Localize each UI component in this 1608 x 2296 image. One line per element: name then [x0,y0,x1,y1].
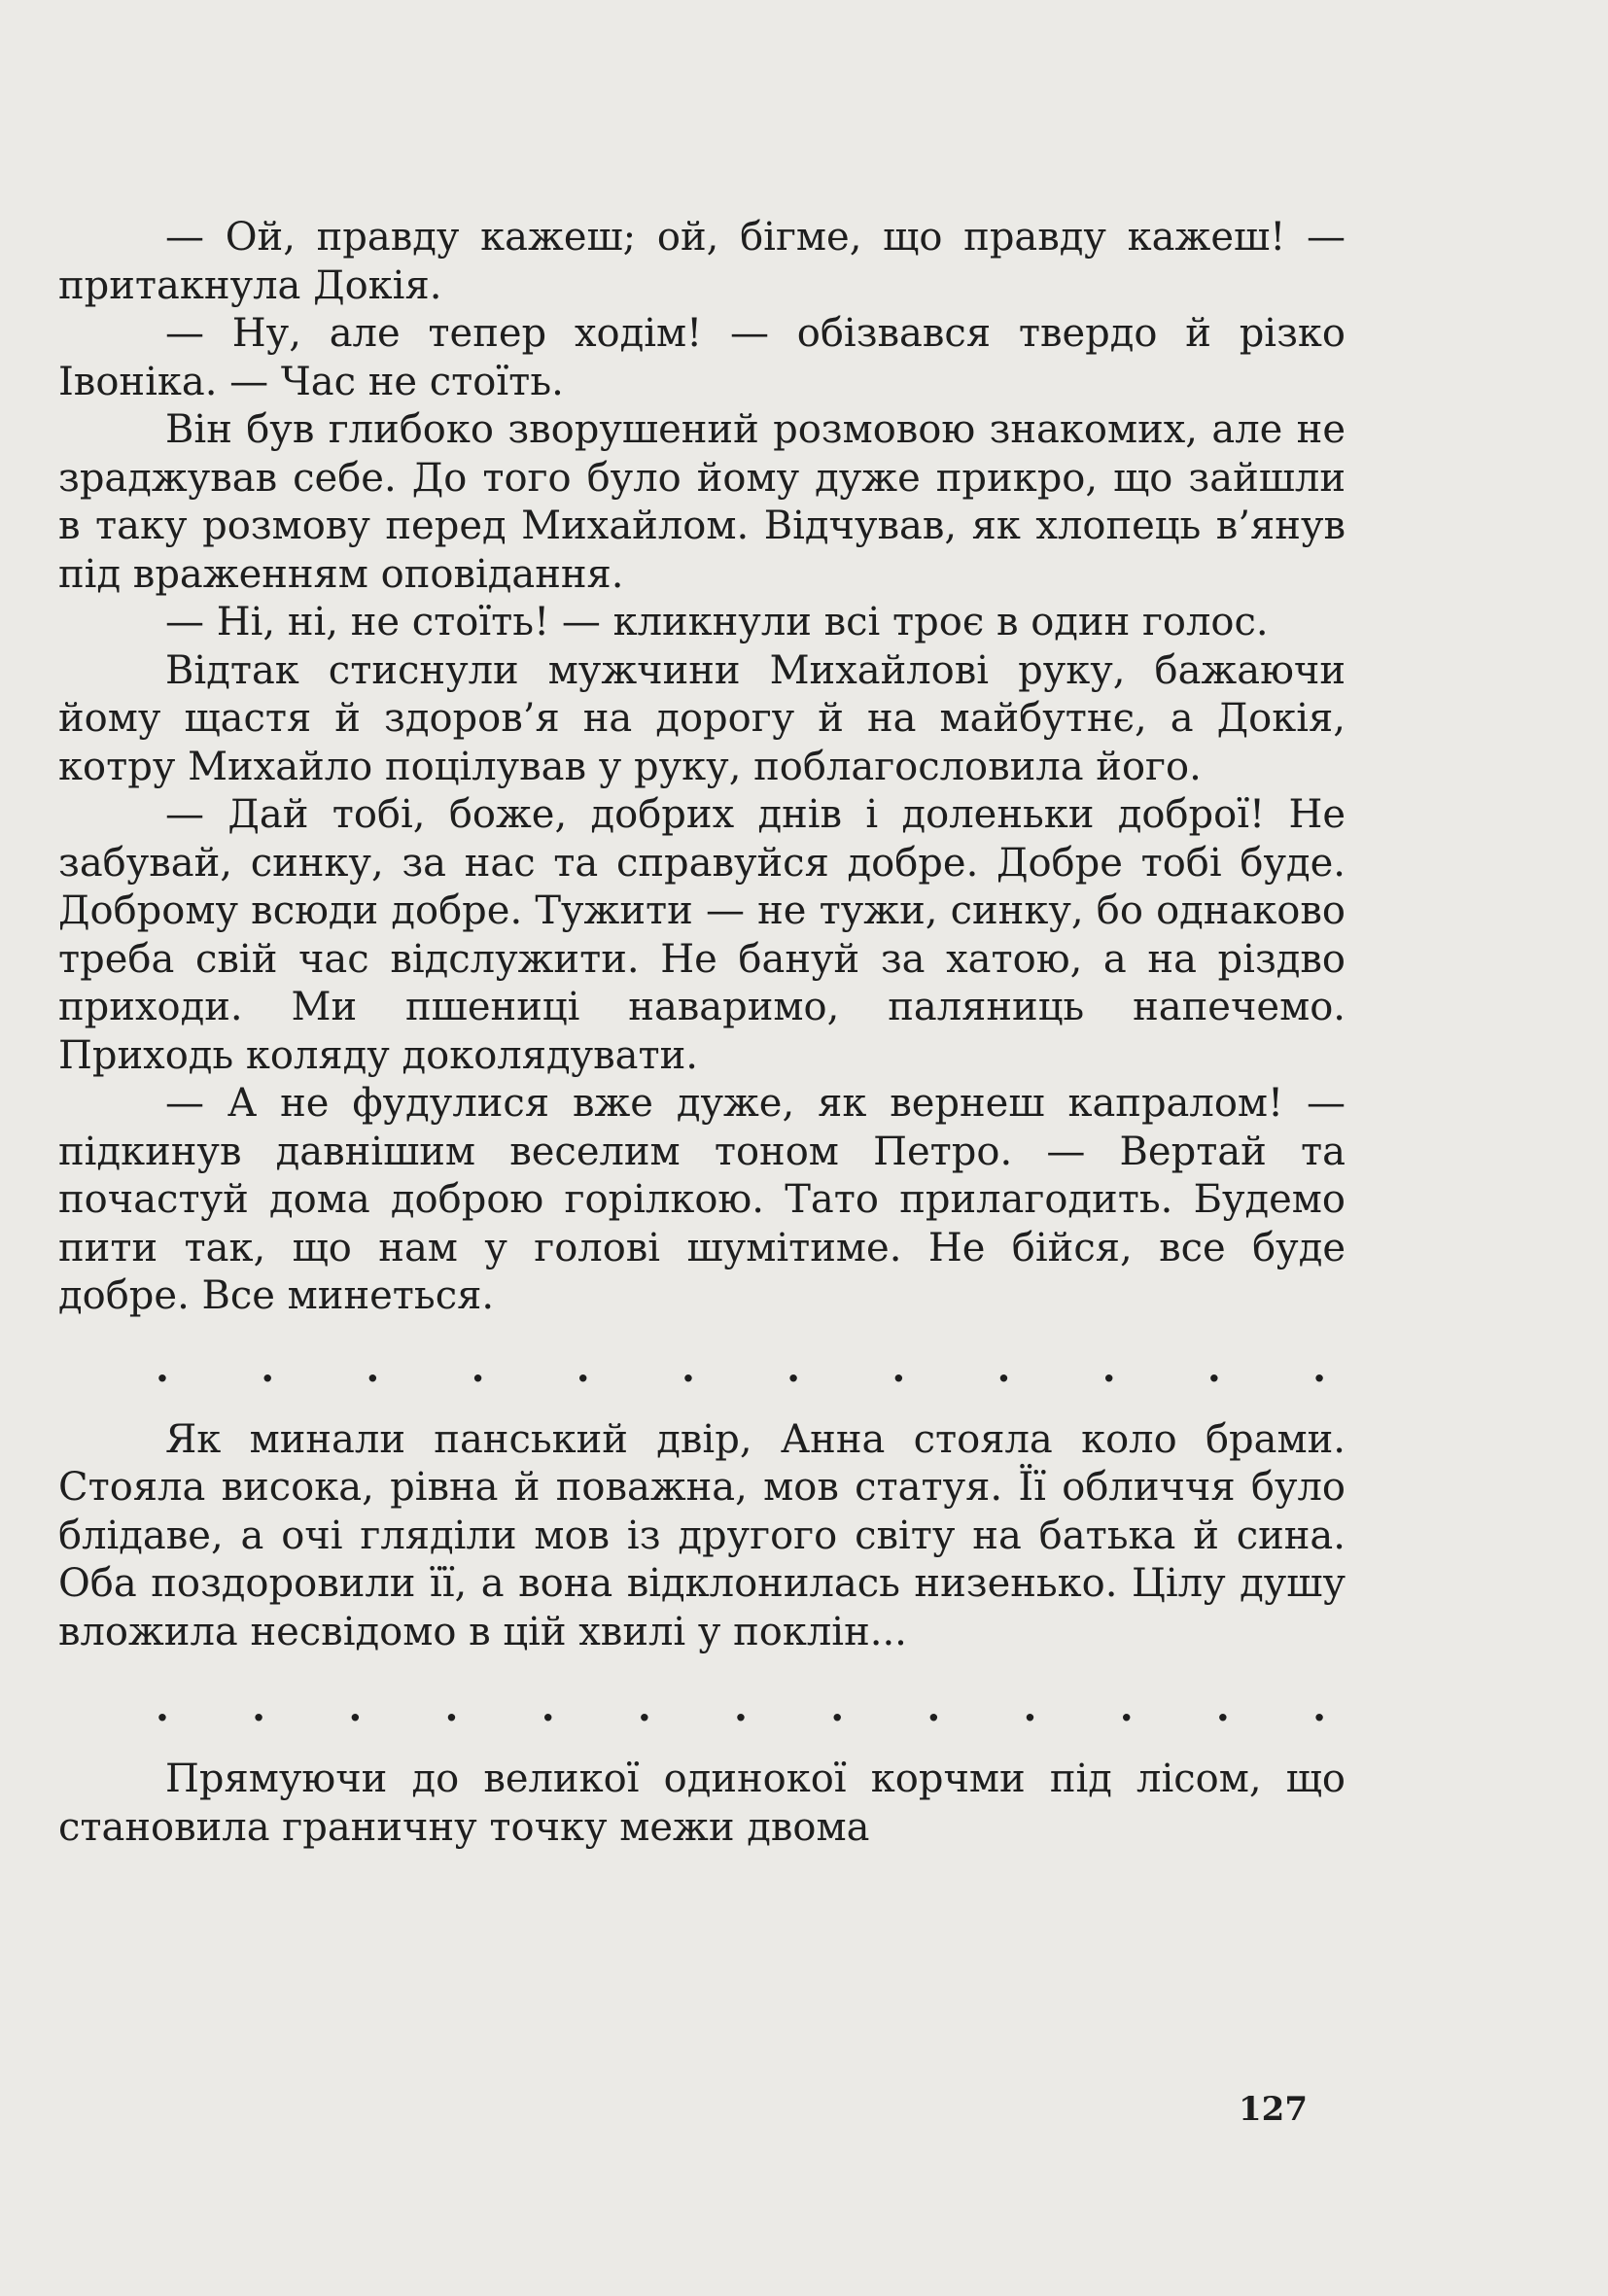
paragraph-ivonika-lets-go: — Ну, але тепер ходім! — обізвався твердо й різко Івоніка. — Час не стоїть. [58,311,1346,404]
separator-dot: . [1206,1344,1221,1391]
separator-dot: . [1101,1344,1116,1391]
section-separator [58,1321,1346,1416]
paragraph-anna-at-gate: Як минали панський двір, Анна стояла коло брами. Стояла висока, рівна й поважна, мов статуя. Її обличчя було блідаве, а очі гляділи мов із другого світу на батька й сина. Оба поздоровили її, а вона відклонилась низенько. Цілу душу вложила несвідомо в цій хвилі у поклін... [58,1416,1346,1654]
separator-dot: . [1312,1685,1326,1731]
separator-dot: . [1312,1344,1326,1391]
body-text [58,214,1346,1852]
paragraph-petro-jokes: — А не фудулися вже дуже, як вернеш капралом! — підкинув давнішим веселим тоном Петро. — Вертай та почастуй дома доброю горілкою. Тато прилагодить. Будемо пити так, що нам у голові шумітиме. Не бійся, все буде добре. Все минеться. [58,1081,1346,1318]
separator-dot: . [926,1685,941,1731]
separator-dot: . [156,1344,169,1391]
separator-dot: . [1215,1685,1230,1731]
separator-dot: . [261,1344,275,1391]
paragraph-farewell-handshake: Відтак стиснули мужчини Михайлові руку, бажаючи йому щастя й здоров’я на дорогу й на майбутнє, а Докія, котру Михайло поцілував у руку, поблагословила його. [58,647,1346,789]
separator-dot: . [1119,1685,1134,1731]
separator-dot: . [787,1344,801,1391]
separator-dot: . [576,1344,590,1391]
separator-dot: . [1023,1685,1037,1731]
separator-dot: . [734,1685,748,1731]
section-separator [58,1660,1346,1756]
separator-dot: . [348,1685,363,1731]
separator-dot: . [681,1344,695,1391]
separator-dot: . [541,1685,555,1731]
separator-dot: . [471,1344,485,1391]
separator-dot: . [366,1344,380,1391]
paragraph-all-three-shouted: — Ні, ні, не стоїть! — кликнули всі троє в один голос. [165,600,1269,644]
separator-dot: . [637,1685,651,1731]
separator-dot: . [830,1685,845,1731]
separator-dot: . [444,1685,459,1731]
separator-dot: . [891,1344,906,1391]
separator-dot: . [252,1685,266,1731]
paragraph-dokia-blessing: — Дай тобі, боже, добрих днів і доленьки доброї! Не забувай, синку, за нас та справуйся добре. Добре тобі буде. Доброму всюди добре. Тужити — не тужи, синку, бо однаково треба свій час відслужити. Не бануй за хатою, а на різдво приходи. Ми пшениці наваримо, паляниць напечемо. Приходь коляду доколядувати. [58,792,1346,1078]
page-number: 127 [1239,2090,1308,2129]
separator-dot: . [996,1344,1011,1391]
paragraph-heading-to-tavern: Прямуючи до великої одинокої корчми під лісом, що становила граничну точку межи двома [58,1757,1346,1850]
paragraph-dokia-agrees: — Ой, правду кажеш; ой, бігме, що правду кажеш! — притакнула Докія. [58,215,1346,308]
separator-dot: . [156,1685,169,1731]
paragraph-he-was-moved: Він був глибоко зворушений розмовою знакомих, але не зраджував себе. До того було йому дуже прикро, що зайшли в таку розмову перед Михайлом. Відчував, як хлопець в’янув під враженням оповідання. [58,407,1346,597]
